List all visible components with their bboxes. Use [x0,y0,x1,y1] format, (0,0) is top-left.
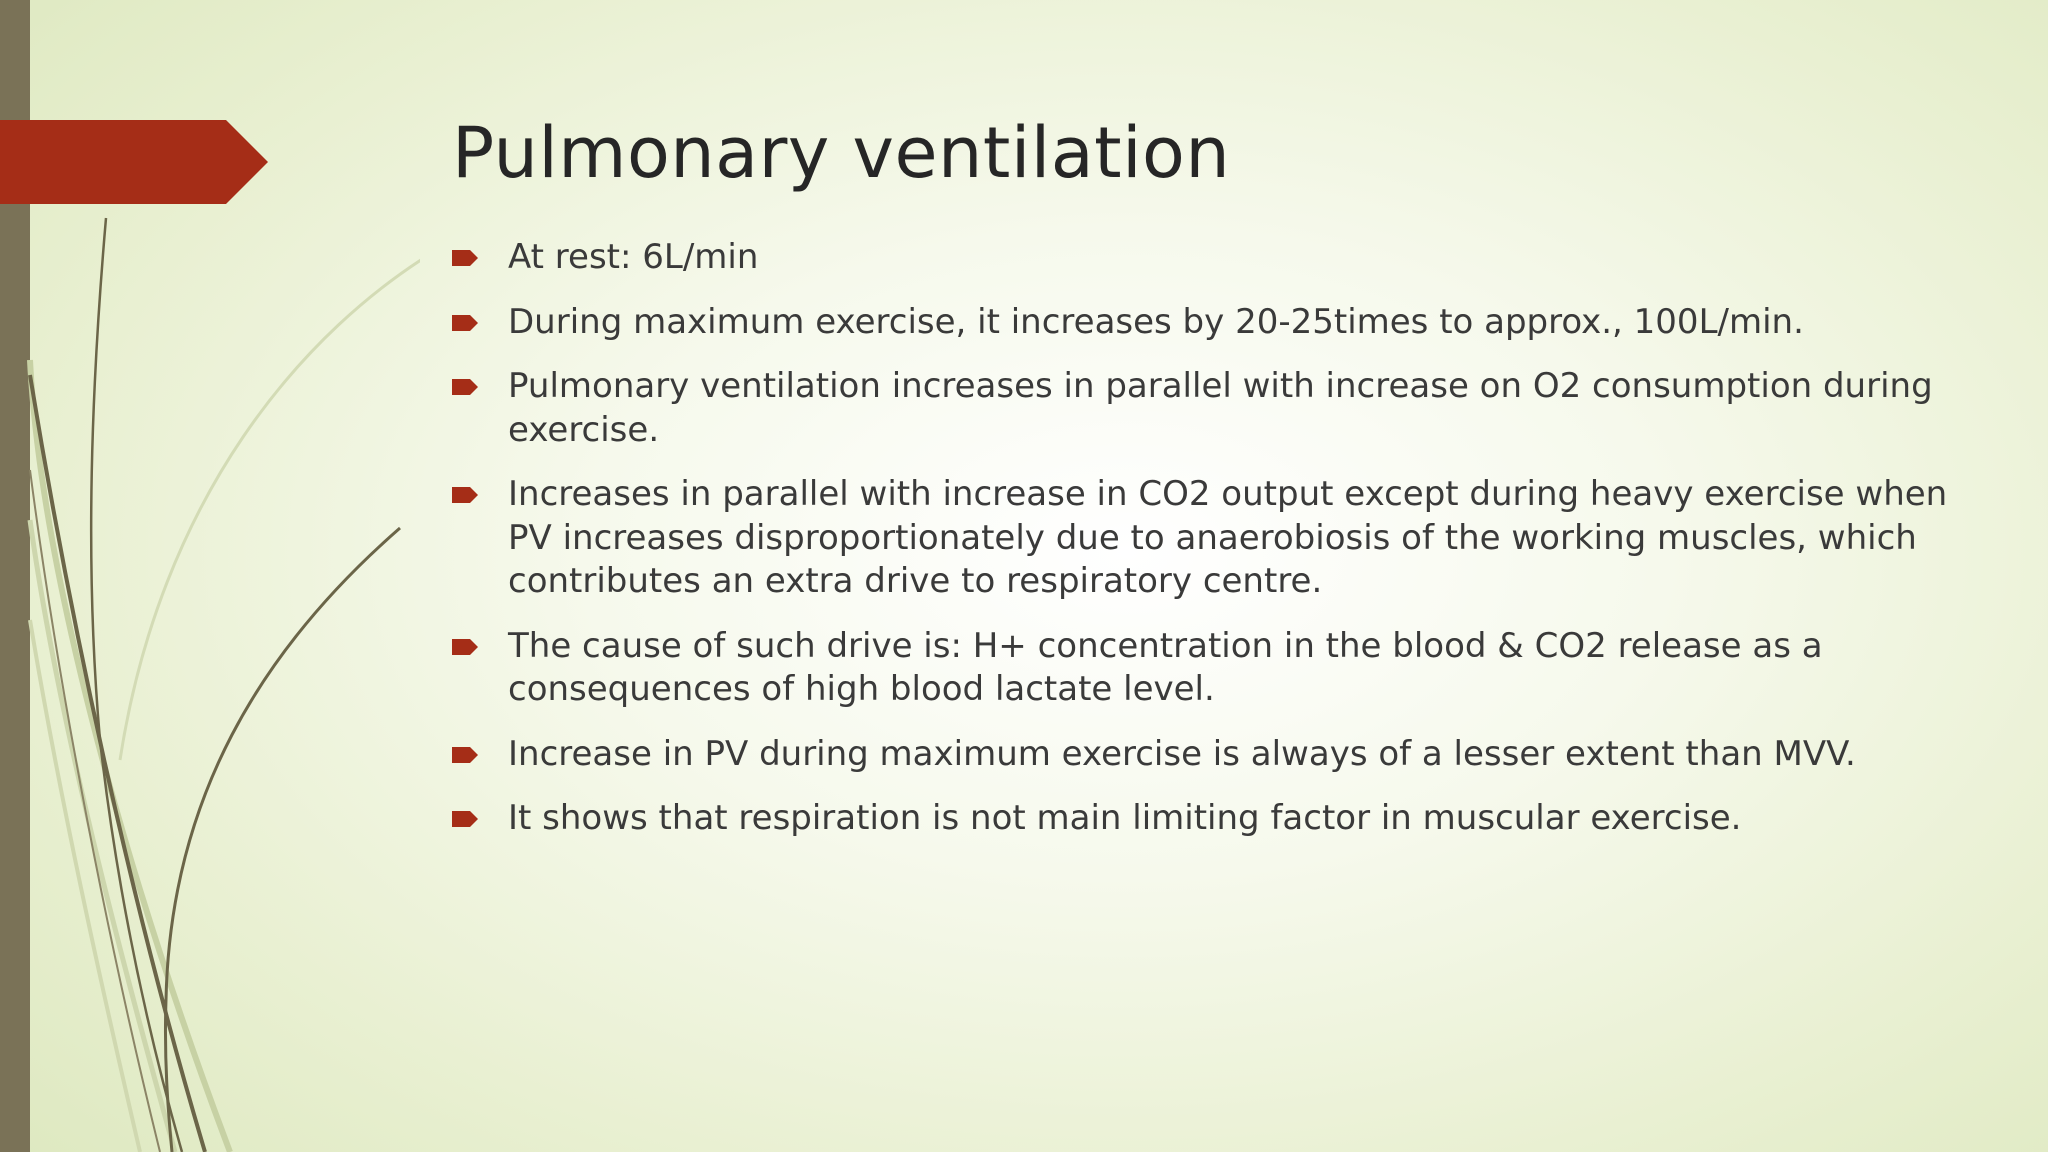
arrow-bullet-icon [452,639,478,655]
bullet-item [452,797,1952,841]
bullet-text: Pulmonary ventilation increases in parallel with increase on O2 consumption during exercise. [508,366,1933,450]
title-arrow-tab [0,0,280,220]
bullet-text: Increases in parallel with increase in CO2 output except during heavy exercise when PV increases disproportionately due to anaerobiosis of the working muscles, which contributes an extra drive to respiratory centre. [508,474,1948,601]
bullet-text: At rest: 6L/min [508,237,759,277]
grass-blade-dark-4 [30,470,160,1152]
bullet-item [452,236,1952,280]
arrow-bullet-icon [452,379,478,395]
grass-blade-light-1 [30,360,230,1152]
arrow-bullet-icon [452,250,478,266]
bullet-list [452,236,1952,862]
bullet-text: Increase in PV during maximum exercise is always of a lesser extent than MVV. [508,733,1856,774]
bullet-item [452,733,1952,777]
arrow-bullet-icon [452,487,478,503]
bullet-text: It shows that respiration is not main limiting factor in muscular exercise. [508,798,1742,838]
bullet-item [452,365,1952,452]
bullet-item [452,625,1952,712]
bullet-text: During maximum exercise, it increases by 20-25times to approx., 100L/min. [508,301,1804,342]
arrow-bullet-icon [452,811,478,827]
bullet-item [452,473,1952,604]
bullet-item [452,301,1952,345]
bullet-text: The cause of such drive is: H+ concentration in the blood & CO2 release as a consequences of high blood lactate level. [508,625,1823,709]
slide-title: Pulmonary ventilation [452,112,1231,194]
arrow-bullet-icon [452,315,478,331]
grass-blade-dark-3 [165,528,400,1152]
grass-blade-light-3 [120,245,420,760]
arrow-bullet-icon [452,747,478,763]
